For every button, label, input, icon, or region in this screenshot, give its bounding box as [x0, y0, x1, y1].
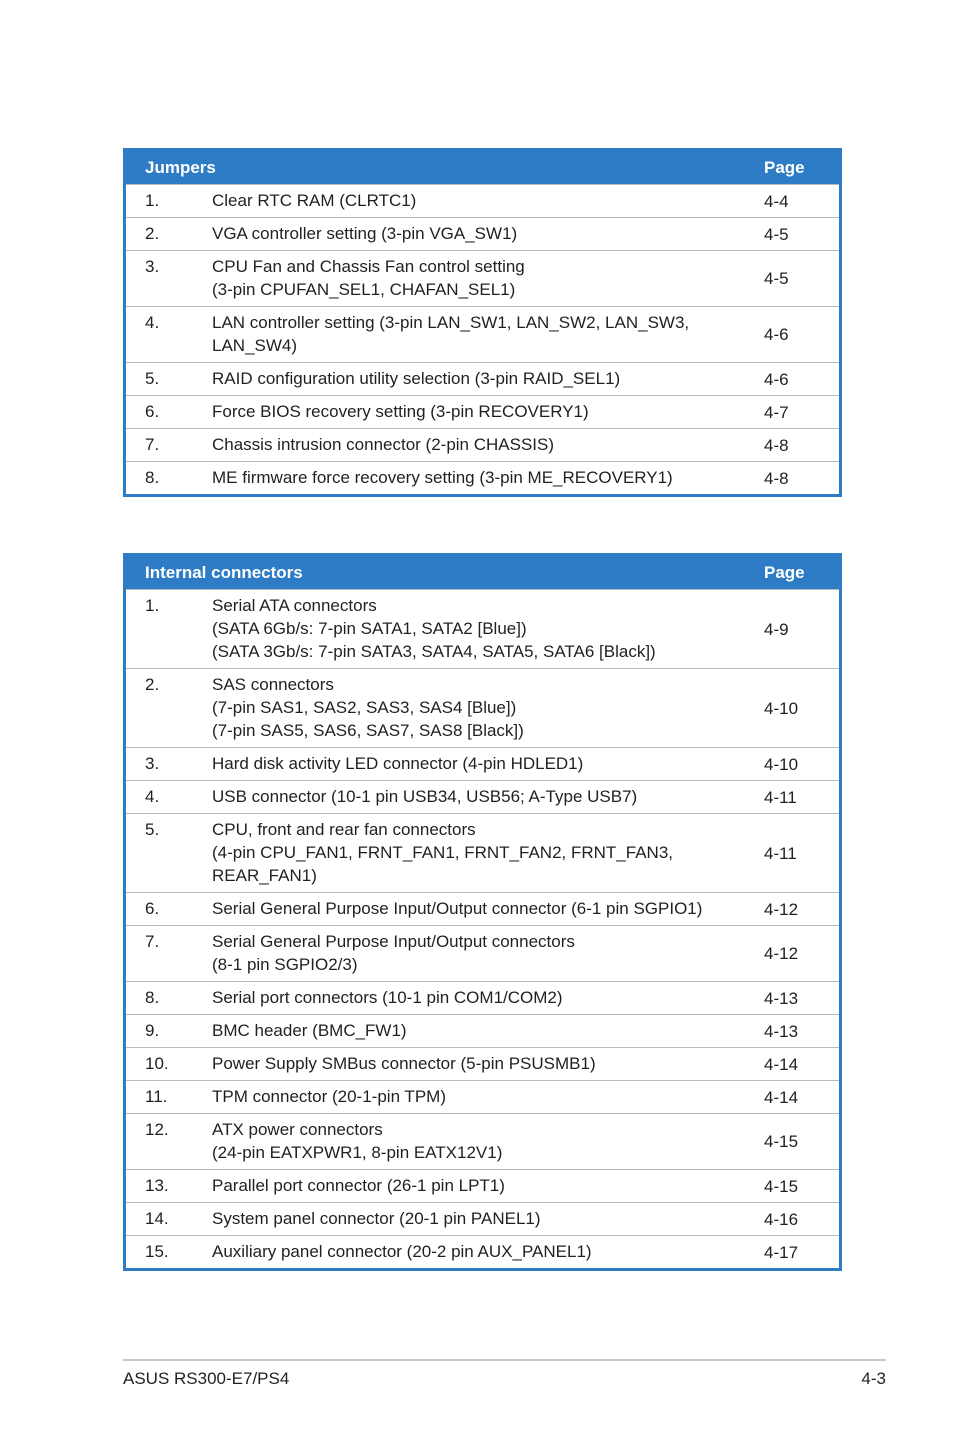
row-description: [212, 1048, 764, 1080]
row-page: 4-16: [764, 1209, 799, 1229]
row-page: 4-11: [764, 843, 797, 863]
description-line: RAID configuration utility selection (3-pin RAID_SEL1): [212, 369, 621, 388]
row-description: [212, 926, 764, 981]
table-row: [126, 461, 839, 494]
description-line: Force BIOS recovery setting (3-pin RECOVERY1): [212, 402, 589, 421]
row-page: 4-11: [764, 787, 797, 807]
description-line: TPM connector (20-1-pin TPM): [212, 1087, 446, 1106]
description-line: (7-pin SAS5, SAS6, SAS7, SAS8 [Black]): [212, 721, 524, 740]
row-page: 4-15: [764, 1132, 799, 1151]
table-row: [126, 813, 839, 892]
description-line: (7-pin SAS1, SAS2, SAS3, SAS4 [Blue]): [212, 698, 517, 717]
row-description: [212, 251, 764, 306]
table-row: [126, 747, 839, 780]
description-line: VGA controller setting (3-pin VGA_SW1): [212, 224, 518, 243]
row-page: 4-8: [764, 468, 789, 488]
table-row: [126, 428, 839, 461]
connectors-table-header: [126, 556, 839, 589]
row-number: 11.: [145, 1087, 168, 1106]
description-line: SAS connectors: [212, 675, 334, 694]
row-description: [212, 590, 764, 668]
row-number: 7.: [145, 435, 160, 454]
row-number: 5.: [145, 369, 160, 388]
description-line: System panel connector (20-1 pin PANEL1): [212, 1209, 541, 1228]
row-number: 4.: [145, 787, 160, 806]
footer-product-name: ASUS RS300-E7/PS4: [123, 1369, 290, 1388]
row-number: 2.: [145, 675, 160, 694]
row-number: 13.: [145, 1176, 169, 1195]
row-page: 4-12: [764, 899, 799, 919]
row-description: [212, 363, 764, 395]
table-row: [126, 589, 839, 668]
row-page: 4-13: [764, 1021, 799, 1041]
row-page: 4-5: [764, 269, 789, 288]
footer-divider: [123, 1359, 886, 1361]
row-page: 4-6: [764, 369, 789, 389]
row-description: [212, 1236, 764, 1268]
connectors-page-label: Page: [764, 562, 805, 582]
table-row: [126, 892, 839, 925]
row-description: [212, 1203, 764, 1235]
table-row: [126, 395, 839, 428]
row-page: 4-5: [764, 224, 789, 244]
description-line: Power Supply SMBus connector (5-pin PSUSMB1): [212, 1054, 596, 1073]
description-line: Serial General Purpose Input/Output connector (6-1 pin SGPIO1): [212, 899, 703, 918]
row-page: 4-14: [764, 1087, 799, 1107]
row-number: 6.: [145, 402, 160, 421]
row-description: [212, 1114, 764, 1169]
description-line: Hard disk activity LED connector (4-pin HDLED1): [212, 754, 584, 773]
row-number: 9.: [145, 1021, 160, 1040]
connectors-rows: [126, 589, 839, 1268]
description-line: LAN controller setting (3-pin LAN_SW1, LAN_SW2, LAN_SW3,: [212, 313, 690, 332]
description-line: Auxiliary panel connector (20-2 pin AUX_PANEL1): [212, 1242, 592, 1261]
table-row: [126, 1169, 839, 1202]
row-page: 4-13: [764, 988, 799, 1008]
table-row: [126, 250, 839, 306]
table-row: [126, 780, 839, 813]
row-number: 3.: [145, 754, 160, 773]
row-description: [212, 307, 764, 362]
row-number: 1.: [145, 191, 160, 210]
row-page: 4-14: [764, 1054, 799, 1074]
description-line: Serial ATA connectors: [212, 596, 377, 615]
table-row: [126, 1235, 839, 1268]
row-number: 4.: [145, 313, 160, 332]
row-page: 4-7: [764, 402, 789, 422]
row-number: 8.: [145, 468, 160, 487]
row-page: 4-10: [764, 754, 799, 774]
footer-page-number: 4-3: [861, 1369, 886, 1388]
row-page: 4-17: [764, 1242, 799, 1262]
description-line: CPU, front and rear fan connectors: [212, 820, 476, 839]
row-number: 6.: [145, 899, 160, 918]
row-page: 4-10: [764, 698, 799, 718]
table-row: [126, 925, 839, 981]
row-description: [212, 781, 764, 813]
row-description: [212, 748, 764, 780]
description-line: ATX power connectors: [212, 1120, 383, 1139]
row-description: [212, 814, 764, 892]
jumpers-title: Jumpers: [145, 157, 216, 177]
row-number: 8.: [145, 988, 160, 1007]
description-line: CPU Fan and Chassis Fan control setting: [212, 257, 525, 276]
row-description: [212, 1015, 764, 1047]
description-line: Serial General Purpose Input/Output connectors: [212, 932, 575, 951]
description-line: REAR_FAN1): [212, 866, 317, 885]
description-line: (4-pin CPU_FAN1, FRNT_FAN1, FRNT_FAN2, FRNT_FAN3,: [212, 843, 673, 862]
description-line: Clear RTC RAM (CLRTC1): [212, 191, 417, 210]
row-number: 3.: [145, 257, 160, 276]
row-page: 4-12: [764, 944, 799, 963]
table-row: [126, 981, 839, 1014]
description-line: Serial port connectors (10-1 pin COM1/COM2): [212, 988, 563, 1007]
description-line: (24-pin EATXPWR1, 8-pin EATX12V1): [212, 1143, 503, 1162]
description-line: ME firmware force recovery setting (3-pin ME_RECOVERY1): [212, 468, 673, 487]
table-row: [126, 306, 839, 362]
table-row: [126, 184, 839, 217]
table-row: [126, 217, 839, 250]
row-number: 15.: [145, 1242, 169, 1261]
row-description: [212, 669, 764, 747]
description-line: USB connector (10-1 pin USB34, USB56; A-Type USB7): [212, 787, 638, 806]
description-line: (SATA 6Gb/s: 7-pin SATA1, SATA2 [Blue]): [212, 619, 527, 638]
row-page: 4-4: [764, 191, 789, 211]
table-row: [126, 668, 839, 747]
description-line: (8-1 pin SGPIO2/3): [212, 955, 358, 974]
description-line: LAN_SW4): [212, 336, 298, 355]
row-number: 1.: [145, 596, 160, 615]
row-description: [212, 982, 764, 1014]
table-row: [126, 1014, 839, 1047]
row-number: 5.: [145, 820, 160, 839]
jumpers-table: [123, 148, 842, 497]
row-description: [212, 429, 764, 461]
description-line: Parallel port connector (26-1 pin LPT1): [212, 1176, 505, 1195]
row-number: 2.: [145, 224, 160, 243]
table-row: [126, 362, 839, 395]
row-description: [212, 1170, 764, 1202]
row-description: [212, 462, 764, 494]
table-row: [126, 1080, 839, 1113]
row-number: 12.: [145, 1120, 169, 1139]
table-row: [126, 1202, 839, 1235]
row-number: 7.: [145, 932, 160, 951]
jumpers-page-label: Page: [764, 157, 805, 177]
row-page: 4-9: [764, 619, 789, 639]
table-row: [126, 1113, 839, 1169]
description-line: (SATA 3Gb/s: 7-pin SATA3, SATA4, SATA5, SATA6 [Black]): [212, 642, 656, 661]
table-row: [126, 1047, 839, 1080]
row-description: [212, 218, 764, 250]
row-page: 4-8: [764, 435, 789, 455]
row-number: 10.: [145, 1054, 169, 1073]
row-description: [212, 893, 764, 925]
description-line: Chassis intrusion connector (2-pin CHASSIS): [212, 435, 555, 454]
description-line: (3-pin CPUFAN_SEL1, CHAFAN_SEL1): [212, 280, 516, 299]
description-line: BMC header (BMC_FW1): [212, 1021, 407, 1040]
row-page: 4-6: [764, 325, 789, 344]
row-page: 4-15: [764, 1176, 799, 1196]
jumpers-table-header: [126, 151, 839, 184]
connectors-table: [123, 553, 842, 1271]
row-description: [212, 1081, 764, 1113]
connectors-title: Internal connectors: [145, 562, 303, 582]
row-number: 14.: [145, 1209, 169, 1228]
row-description: [212, 396, 764, 428]
jumpers-rows: [126, 184, 839, 494]
row-description: [212, 185, 764, 217]
